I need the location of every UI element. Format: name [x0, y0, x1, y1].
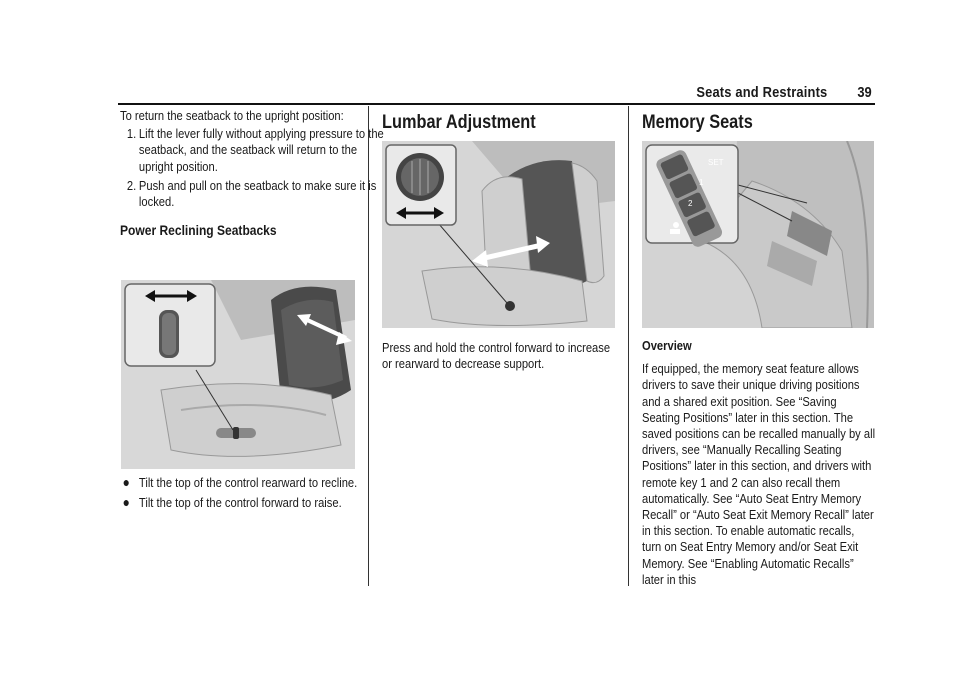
bullet-item [120, 475, 387, 491]
bullet-text: Tilt the top of the control rearward to recline. [138, 475, 358, 490]
set-button-label: SET [708, 158, 724, 167]
column-middle [382, 112, 652, 134]
step-item [120, 126, 387, 175]
section-heading: Memory Seats [642, 112, 753, 133]
memory-seat-illustration [642, 141, 874, 328]
bullet-dot: ● [122, 494, 130, 511]
step-text: Push and pull on the seatback to make sure it is locked. [138, 177, 377, 210]
bullet-dot: ● [122, 474, 130, 490]
bullet-list [120, 475, 387, 511]
section-title: Seats and Restraints [695, 84, 827, 101]
memory-text [642, 338, 912, 588]
running-header [0, 84, 960, 104]
intro-text: To return the seatback to the upright position: [120, 108, 344, 123]
step-list [120, 126, 387, 210]
body-text: Press and hold the control forward to increase or rearward to decrease support. [382, 340, 611, 372]
step-text: Lift the lever fully without applying pressure to the seatback, and the seatback will return to the upright position. [138, 126, 384, 174]
step-number: 1. [126, 126, 137, 142]
section-heading: Lumbar Adjustment [382, 112, 536, 133]
step-item [120, 178, 387, 210]
bullets-block [120, 475, 390, 515]
subheading: Overview [642, 338, 692, 353]
section-heading: Power Reclining Seatbacks [120, 222, 277, 239]
bullet-item [120, 495, 387, 511]
body-text: If equipped, the memory seat feature allows drivers to save their unique driving positions and a shared exit position. See “Saving Seating Positions” later in this section. The saved positions can be recalled manually by all drivers, see “Manually Recalling Seating Positions” later in this section, and drivers with remote key 1 and 2 can also recall them automatically. See “Auto Seat Entry Memory Recall” or “Auto Seat Exit Memory Recall” later in this section. To enable automatic recalls, turn on Seat Entry Memory and/or Seat Exit Memory. See “Enabling Automatic Recalls” later in this [642, 361, 876, 587]
bullet-text: Tilt the top of the control forward to raise. [138, 495, 342, 511]
lumbar-illustration [382, 141, 615, 328]
power-recline-illustration [121, 280, 355, 469]
header-rule [118, 103, 875, 105]
column-left [120, 108, 390, 238]
step-number: 2. [126, 177, 137, 193]
memory-2-label: 2 [688, 199, 693, 208]
memory-1-label: 1 [699, 178, 704, 187]
lumbar-text [382, 340, 652, 372]
column-right [642, 112, 912, 134]
page-number: 39 [857, 84, 872, 101]
